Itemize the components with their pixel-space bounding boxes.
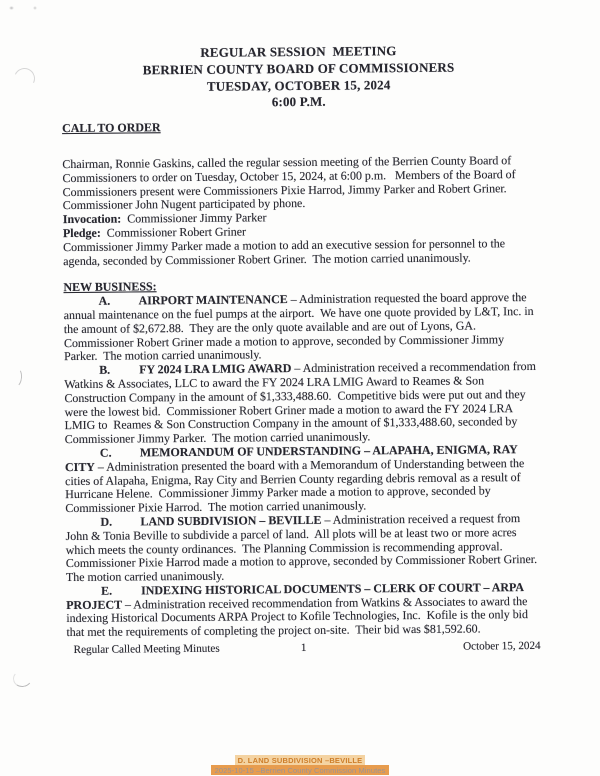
document-content (61, 42, 543, 657)
agenda-item-e (66, 581, 540, 640)
item-letter: B. (99, 362, 111, 377)
scan-artifact-curve (12, 669, 33, 688)
footer-date: October 15, 2024 (463, 639, 541, 653)
item-letter: D. (100, 514, 113, 529)
item-heading: INDEXING HISTORICAL DOCUMENTS – CLERK OF COURT – ARPA PROJECT (66, 579, 527, 612)
item-letter: E. (101, 583, 113, 598)
item-body: – Administration received recommendation from Watkins & Associates to award the indexing Historical Documents ARPA Project to Kofile Technologies, Inc. Kofile is the only bid that met the requirements of completing the project on-site. Their bid was $81,592.60. (66, 593, 531, 640)
title-line-3: TUESDAY, OCTOBER 15, 2024 (206, 76, 391, 94)
document-title (61, 42, 536, 113)
executive-session-motion-paragraph: Commissioner Jimmy Parker made a motion to add an executive session for personnel to the agenda, seconded by Commissioner Robert Griner. The motion carried unanimously. (63, 235, 509, 268)
item-heading: LAND SUBDIVISION – BEVILLE (140, 512, 322, 529)
agenda-item-a (64, 291, 539, 364)
overlay-caption-line2: 2025-10-15 –Berrien County Commission Minutes (211, 765, 390, 775)
page-footer (67, 640, 541, 657)
agenda-item-d (65, 510, 543, 585)
pledge-value: Commissioner Robert Griner (106, 224, 247, 240)
overlay-caption-line1: D. LAND SUBDIVISION –BEVILLE (235, 755, 366, 765)
footer-document-name: Regular Called Meeting Minutes (73, 642, 220, 657)
scan-artifact-dot (9, 6, 14, 10)
item-heading: FY 2024 LRA LMIG AWARD (139, 361, 292, 377)
item-body: – Administration received a recommendation from Watkins & Associates, LLC to award the FY 2024 LRA LMIG Award to Reames & Son Construction Company in the amount of $1,333,488.60. Competitive bids were put out and they were the lowest bid. Commissioner Robert Griner made a motion to award the FY 2024 LRA LMIG to Reames & Son Construction Company in the amount of $1,333,488.60, seconded by Commissioner Jimmy Parker. The motion carried unanimously. (64, 359, 539, 447)
scan-artifact-dot (33, 6, 37, 10)
title-line-2: BERRIEN COUNTY BOARD OF COMMISSIONERS (142, 59, 455, 78)
pledge-label: Pledge: (62, 225, 101, 241)
item-heading: MEMORANDUM OF UNDERSTANDING – ALAPAHA, ENIGMA, RAY CITY (64, 442, 521, 474)
agenda-item-c (65, 443, 540, 516)
item-body: – Administration presented the board with a Memorandum of Understanding between the cities of Alapaha, Enigma, Ray City and Berrien County regarding debris removal as a result of Hurricane Helene. Commissioner Jimmy Parker made a motion to approve, seconded by Commissioner Pixie Harrod. The motion carried unanimously. (65, 455, 528, 516)
invocation-label: Invocation: (62, 211, 122, 227)
new-business-heading: NEW BUSINESS: (63, 279, 157, 295)
item-body: – Administration received a request from John & Tonia Beville to subdivide a parcel of land. All plots will be at least two or more acres which meets the county ordinances. The Planning Commission is recommending approval. Commissioner Pixie Harrod made a motion to approve, seconded by Commissioner Robert Griner. The motion carried unanimously. (65, 510, 543, 585)
scan-artifact-ring (11, 65, 38, 92)
call-to-order-paragraph: Chairman, Ronnie Gaskins, called the regular session meeting of the Berrien County Board of Commissioners to order on Tuesday, October 15, 2024, at 6:00 p.m. Members of the Board of Commissioners present were Commissioners Pixie Harrod, Jimmy Parker and Robert Griner. Commissioner John Nugent participated by phone. (62, 153, 519, 213)
item-letter: C. (99, 445, 112, 460)
title-line-4: 6:00 P.M. (271, 94, 326, 110)
title-line-1: REGULAR SESSION MEETING (200, 43, 397, 60)
footer-page-number: 1 (300, 642, 307, 655)
item-letter: A. (98, 293, 111, 308)
scan-artifact-curve (10, 367, 23, 387)
item-body: – Administration requested the board approve the annual maintenance on the fuel pumps at the airport. We have one quote provided by L&T, Inc. in the amount of $2,672.88. They are the only quote available and are out of Lyons, GA. Commissioner Robert Griner made a motion to approve, seconded by Commissioner Jimmy Parker. The motion carried unanimously. (63, 290, 537, 364)
overlay-caption (0, 755, 600, 775)
item-heading: AIRPORT MAINTENANCE (138, 292, 288, 308)
agenda-item-b (64, 360, 539, 447)
call-to-order-heading: CALL TO ORDER (61, 120, 161, 136)
invocation-value: Commissioner Jimmy Parker (127, 210, 267, 226)
